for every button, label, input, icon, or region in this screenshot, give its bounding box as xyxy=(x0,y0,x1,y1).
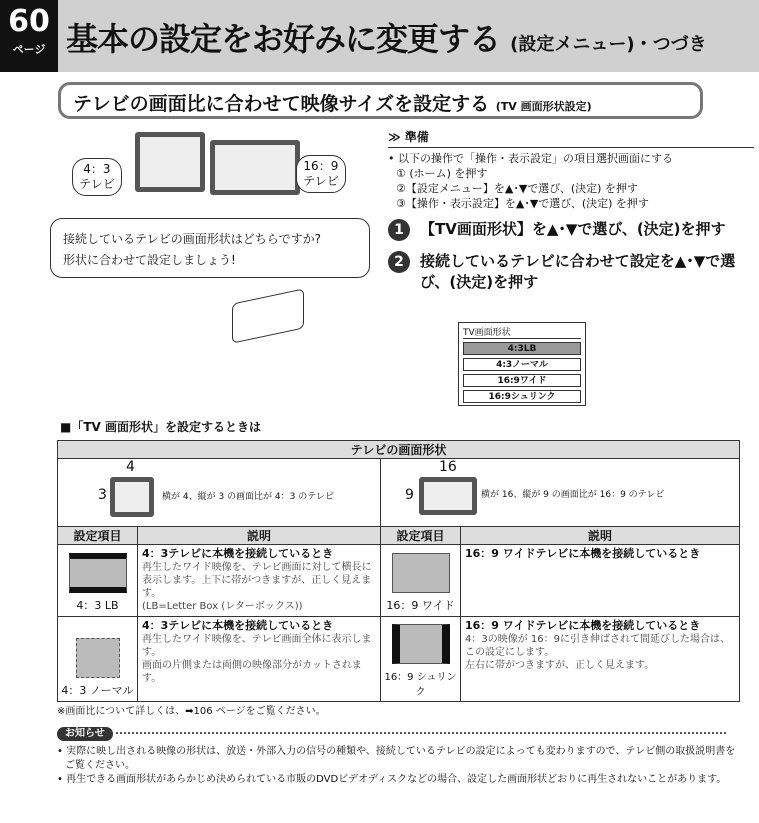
menu-option-16-9-wide[interactable]: 16:9ワイド xyxy=(463,374,581,387)
letterbox-image xyxy=(69,553,127,593)
col-item: 設定項目 xyxy=(381,527,461,545)
menu-option-4-3-lb[interactable]: 4:3LB xyxy=(463,342,581,355)
desc-title: 16：9 ワイドテレビに本機を接続しているとき xyxy=(465,619,701,632)
prep-item: ③【操作・表示設定】を▲･▼で選び、(決定) を押す xyxy=(396,197,649,210)
col-item: 設定項目 xyxy=(58,527,138,545)
page-number-box xyxy=(0,0,58,72)
page-label: ページ xyxy=(12,43,46,56)
tv-4-3-icon xyxy=(110,477,154,517)
step-number: 2 xyxy=(388,251,410,273)
step-number: 1 xyxy=(388,219,410,241)
tv-shape-table xyxy=(57,440,740,702)
section-title-main: テレビの画面比に合わせて映像サイズを設定する xyxy=(73,93,490,115)
dotted-divider xyxy=(116,732,726,734)
tv-16-9-icon xyxy=(419,477,477,515)
page-title xyxy=(66,14,707,60)
tv-16-9-illustration xyxy=(210,140,300,195)
tv-16-9-tag: 16：9 テレビ xyxy=(296,155,346,193)
item-label: 4：3 ノーマル xyxy=(61,684,134,697)
prep-item: ②【設定メニュー】を▲･▼で選び、(決定) を押す xyxy=(396,182,638,195)
menu-option-16-9-shrink[interactable]: 16:9シュリンク xyxy=(463,390,581,403)
table-heading: ■「TV 画面形状」を設定するときは xyxy=(60,420,261,434)
speech-bubble: 接続しているテレビの画面形状はどちらですか? 形状に合わせて設定しましょう! xyxy=(50,218,370,278)
title-suffix: (設定メニュー)・つづき xyxy=(510,34,707,55)
item-label: 16：9 ワイド xyxy=(386,599,455,612)
lower-section xyxy=(57,440,740,787)
tv-4-3-cell xyxy=(58,459,381,527)
desc-text: 4：3の映像が 16：9に引き伸ばされて間延びした場合は、この設定にします。 左右に帯がつきますが、正しく見えます。 xyxy=(465,634,730,671)
menu-option-4-3-normal[interactable]: 4:3ノーマル xyxy=(463,358,581,371)
step-1 xyxy=(388,219,754,241)
info-badge: お知らせ xyxy=(57,727,113,741)
width-label: 4 xyxy=(126,459,135,475)
info-item: • 再生できる画面形状があらかじめ決められている市販のDVDビデオディスクなどの場合、設定した画面形状どおりに再生されないことがあります。 xyxy=(57,774,727,785)
col-desc: 説明 xyxy=(461,527,740,545)
section-title xyxy=(58,82,703,119)
desc-title: 4：3テレビに本機を接続しているとき xyxy=(142,619,334,632)
player-device-illustration xyxy=(232,288,304,343)
tv-16-9-desc: 横が 16、縦が 9 の画面比が 16：9 のテレビ xyxy=(481,490,665,500)
reference-note: ※画面比について詳しくは、➡106 ページをご覧ください。 xyxy=(57,706,326,717)
title-main: 基本の設定をお好みに変更する xyxy=(66,20,501,58)
tv-shape-menu xyxy=(458,322,586,406)
prep-heading: ≫ 準備 xyxy=(388,130,754,148)
table-header: テレビの画面形状 xyxy=(58,441,740,459)
page-number: 60 xyxy=(8,4,50,39)
section-title-suffix: (TV 画面形状設定) xyxy=(495,100,592,113)
step-text: 接続しているテレビに合わせて設定を▲･▼で選び、(決定)を押す xyxy=(420,252,736,291)
desc-text: 再生したワイド映像を、テレビ画面に対して横長に表示します。上下に帯がつきますが、正しく見えます。 (LB=Letter Box (レターボックス)) xyxy=(142,562,372,612)
table-row xyxy=(58,545,740,617)
wide-image xyxy=(392,553,450,593)
prep-intro: • 以下の操作で「操作・表示設定」の項目選択画面にする xyxy=(388,152,673,165)
tv-4-3-desc: 横が 4、縦が 3 の画面比が 4：3 のテレビ xyxy=(162,492,335,502)
item-label: 4：3 LB xyxy=(76,599,119,612)
preparation-section xyxy=(388,130,754,293)
prep-item: ① (ホーム) を押す xyxy=(396,167,488,180)
step-text: 【TV画面形状】を▲･▼で選び、(決定)を押す xyxy=(420,220,726,238)
width-label: 16 xyxy=(439,459,457,475)
tv-4-3-tag: 4：3 テレビ xyxy=(72,158,122,196)
info-item: • 実際に映し出される映像の形状は、放送・外部入力の信号の種類や、接続しているテレビの設定によっても変わりますので、テレビ側の取扱説明書をご覧ください。 xyxy=(57,746,736,771)
tv-4-3-illustration xyxy=(135,132,205,192)
step-2 xyxy=(388,251,754,293)
shrink-image xyxy=(392,624,450,664)
desc-text: 再生したワイド映像を、テレビ画面全体に表示します。 画面の片側または両側の映像部分がカットされます。 xyxy=(142,634,372,684)
menu-title: TV画面形状 xyxy=(463,325,581,339)
col-desc: 説明 xyxy=(138,527,381,545)
desc-title: 4：3テレビに本機を接続しているとき xyxy=(142,547,334,560)
height-label: 9 xyxy=(405,487,414,503)
normal-image xyxy=(76,638,120,678)
desc-title: 16：9 ワイドテレビに本機を接続しているとき xyxy=(465,547,701,560)
table-row xyxy=(58,617,740,702)
item-label: 16：9 シュリンク xyxy=(384,672,457,698)
height-label: 3 xyxy=(98,487,107,503)
tv-16-9-cell xyxy=(381,459,740,527)
info-section xyxy=(57,727,740,787)
